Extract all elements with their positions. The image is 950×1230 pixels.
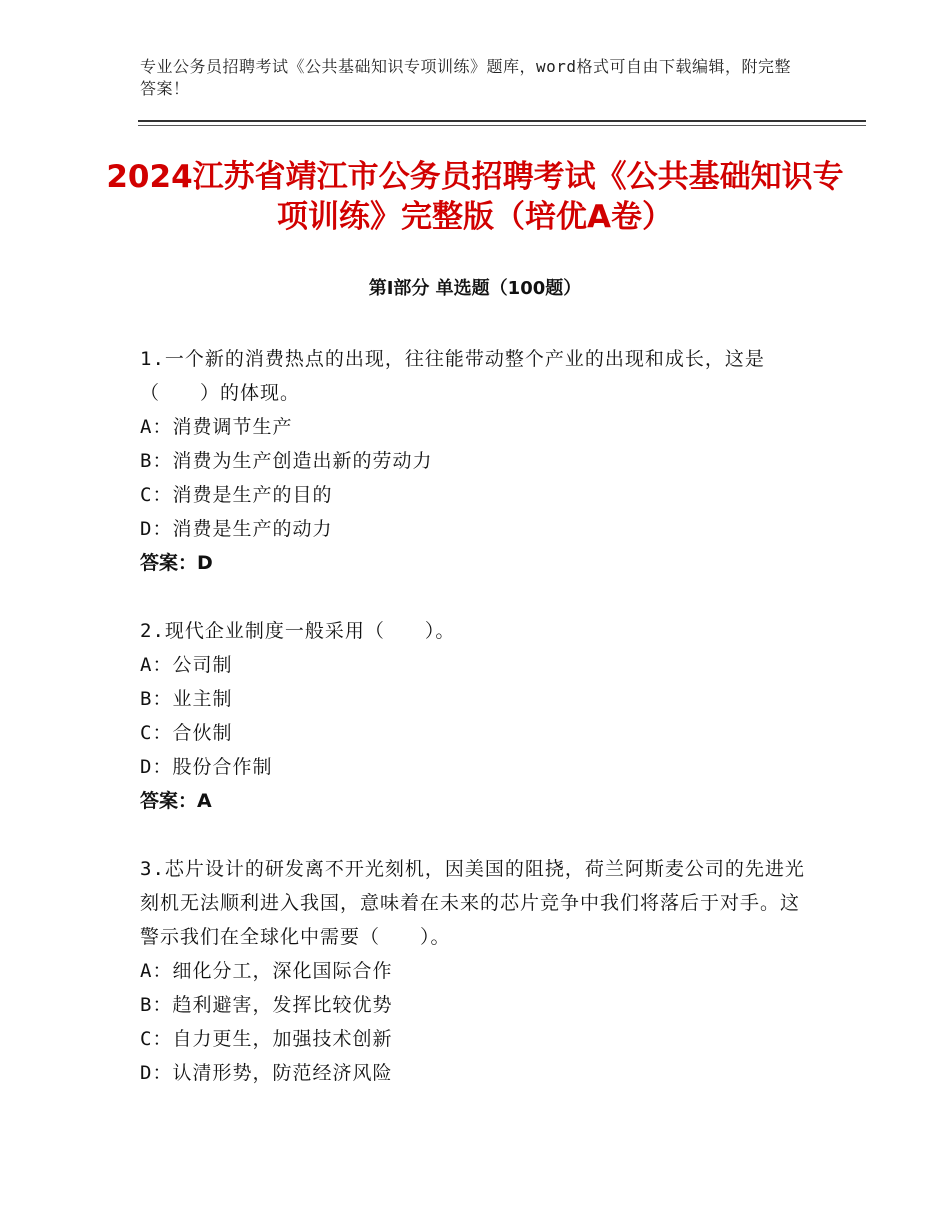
question-3 xyxy=(140,852,810,1090)
option-b: B：趋利避害，发挥比较优势 xyxy=(140,994,393,1016)
question-1 xyxy=(140,342,810,580)
option-b: B：消费为生产创造出新的劳动力 xyxy=(140,450,433,472)
document-title: 2024江苏省靖江市公务员招聘考试《公共基础知识专项训练》完整版（培优A卷） xyxy=(106,159,844,235)
option-a: A：细化分工，深化国际合作 xyxy=(140,960,393,982)
option-d: D：消费是生产的动力 xyxy=(140,518,333,540)
header-note: 专业公务员招聘考试《公共基础知识专项训练》题库，word格式可自由下载编辑，附完整答案！ xyxy=(140,57,792,98)
option-a: A：消费调节生产 xyxy=(140,416,293,438)
question-stem: 2.现代企业制度一般采用（ ）。 xyxy=(140,620,456,642)
answer: 答案：D xyxy=(140,552,213,574)
option-a: A：公司制 xyxy=(140,654,233,676)
question-stem: 3.芯片设计的研发离不开光刻机，因美国的阻挠，荷兰阿斯麦公司的先进光刻机无法顺利进入我国，意味着在未来的芯片竞争中我们将落后于对手。这警示我们在全球化中需要（ ）。 xyxy=(140,858,805,948)
option-c: C：消费是生产的目的 xyxy=(140,484,333,506)
answer: 答案：A xyxy=(140,790,212,812)
option-b: B：业主制 xyxy=(140,688,233,710)
section-heading: 第Ⅰ部分 单选题（100题） xyxy=(368,278,582,299)
option-c: C：自力更生，加强技术创新 xyxy=(140,1028,393,1050)
option-d: D：认清形势，防范经济风险 xyxy=(140,1062,393,1084)
option-d: D：股份合作制 xyxy=(140,756,273,778)
question-2 xyxy=(140,614,810,818)
header-divider-thick xyxy=(138,120,866,122)
question-stem: 1.一个新的消费热点的出现，往往能带动整个产业的出现和成长，这是（ ）的体现。 xyxy=(140,348,765,404)
question-list xyxy=(140,342,810,1124)
header-divider-thin xyxy=(138,125,866,126)
option-c: C：合伙制 xyxy=(140,722,233,744)
